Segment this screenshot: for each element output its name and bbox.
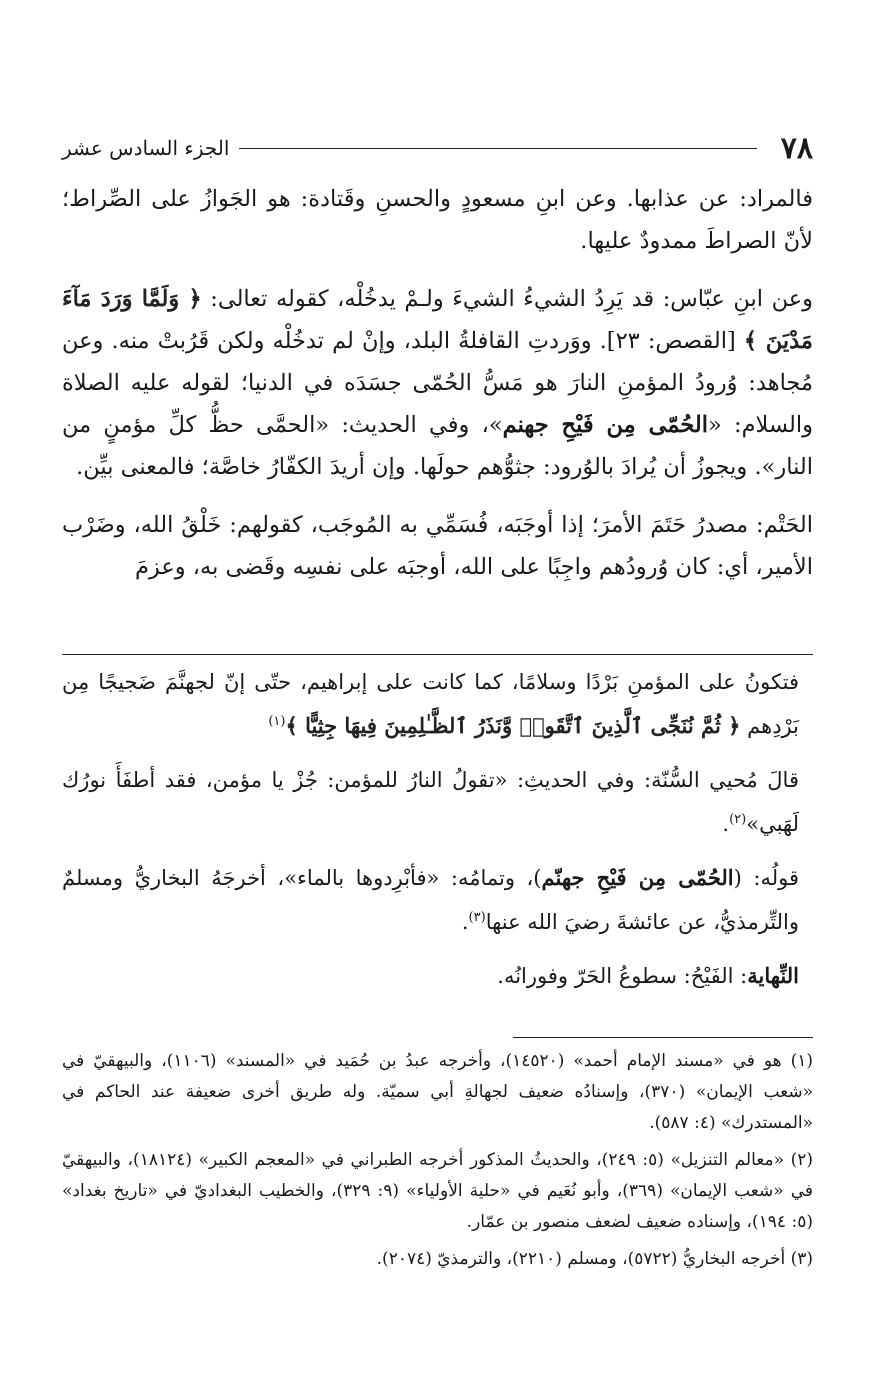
text-divider [62, 654, 813, 655]
bold-hadith: الحُمّى مِن فَيْحِ جهنم [502, 412, 709, 438]
commentary-paragraph-3 [62, 858, 799, 942]
main-text [62, 178, 813, 604]
main-text-run: [القصص: ٢٣]. ووَردتِ القافلةُ البلد، وإنْ لم تدخُلْه ولكن قَرُبتْ منه. وعن مُجاهد: وُرودُ المؤمنِ النارَ هو مَسُّ الحُمّى جسَدَه في الدنيا؛ لقوله عليه الصلاة والسلام: « [62, 328, 813, 438]
commentary-run: )، وتمامُه: «فأبْرِدوها بالماء»، أخرجَهُ البخاريُّ ومسلمٌ والتِّرمذيُّ، عن عائشةَ رضيَ الله عنها [62, 866, 799, 934]
footnote-ref: (٣) [468, 910, 486, 925]
running-head: الجزء السادس عشر [62, 136, 230, 160]
main-text-run: »، وفي الحديث: «الحمَّى حظُّ كلِّ مؤمنٍ من النار». ويجوزُ أن يُرادَ بالوُرود: جثوُّهم حولَها. وإن أريدَ الكفّارُ خاصَّة؛ فالمعنى بيِّن. [62, 412, 813, 480]
commentary-paragraph-2 [62, 760, 799, 844]
main-paragraph-1: فالمراد: عن عذابها. وعن ابنِ مسعودٍ والحسنِ وقَتادة: هو الجَوازُ على الصِّراط؛ لأنّ الصراطَ ممدودٌ عليها. [62, 186, 813, 254]
commentary-text [62, 662, 799, 1010]
commentary-run: . [461, 910, 469, 934]
bold-hadith: الحُمّى مِن فَيْحِ جهنّم [541, 865, 734, 890]
commentary-paragraph-1 [62, 662, 799, 746]
footnote-1: (١) هو في «مسند الإمام أحمد» (١٤٥٢٠)، وأخرجه عبدُ بن حُمَيد في «المسند» (١١٠٦)، والبيهقيّ في «شعب الإيمان» (٣٧٠)، وإسنادُه ضعيف لجهالةِ أبي سميّة. وله طريق أخرى ضعيفة عند الحاكم في «المستدرك» (٤: ٥٨٧). [62, 1051, 813, 1133]
footnote-divider [513, 1037, 813, 1038]
footnote-ref: (١) [268, 714, 286, 729]
footnote-3: (٣) أخرجه البخاريُّ (٥٧٢٢)، ومسلم (٢٢١٠)، والترمذيّ (٢٠٧٤). [376, 1249, 813, 1269]
commentary-run: قالَ مُحيي السُّنّة: وفي الحديثِ: «تقولُ النارُ للمؤمن: جُزْ يا مؤمن، فقد أطفَأَ نورُك لَهَبي» [62, 768, 799, 836]
main-text-run: وعن ابنِ عبّاس: قد يَرِدُ الشيءُ الشيءَ ولـمْ يدخُلْه، كقوله تعالى: [210, 286, 813, 312]
main-paragraph-3: الحَتْم: مصدرُ حَتَمَ الأمرَ؛ إذا أوجَبَه، فُسَمِّي به المُوجَب، كقولهم: خَلْقُ الله، وضَرْب الأمير، أي: كان وُرودُهم واجِبًا على الله، أوجبَه على نفسِه وقَضى به، وعزمَ [62, 512, 813, 580]
quran-verse: ﴿ وَلَمَّا وَرَدَ مَآءَ مَدْيَنَ ﴾ [62, 286, 813, 354]
bold-term: النِّهاية [747, 963, 799, 988]
commentary-run: : الفَيْحُ: سطوعُ الحَرّ وفورانُه. [497, 964, 748, 988]
main-paragraph-2 [62, 278, 813, 488]
page-header [62, 128, 813, 168]
commentary-paragraph-4 [62, 956, 799, 996]
commentary-run: فتكونُ على المؤمنِ بَرْدًا وسلامًا، كما كانت على إبراهيم، حتّى إنّ لجهنَّمَ ضَجيجًا مِن بَرْدِهم [62, 670, 799, 738]
page-number: ٧٨ [780, 130, 813, 166]
footnote-ref: (٢) [729, 812, 747, 827]
footnote-2: (٢) «معالم التنزيل» (٥: ٢٤٩)، والحديثُ المذكور أخرجه الطبراني في «المعجم الكبير» (١٨١٢٤)، والبيهقيّ في «شعب الإيمان» (٣٦٩)، وأبو نُعَيم في «حلية الأولياء» (٩: ٣٢٩)، والخطيب البغداديّ في «تاريخ بغداد» (٥: ١٩٤)، وإسناده ضعيف لضعف منصور بن عمّار. [62, 1150, 813, 1232]
header-rule [239, 148, 756, 149]
footnotes [62, 1046, 813, 1281]
commentary-run: قولُه: ( [733, 866, 799, 890]
quran-verse: ﴿ ثُمَّ نُنَجِّى ٱلَّذِينَ ٱتَّقَوا۟ وَّنَذَرُ ٱلظَّـٰلِمِينَ فِيهَا جِثِيًّا ﴾ [285, 713, 741, 738]
commentary-run: . [722, 812, 730, 836]
